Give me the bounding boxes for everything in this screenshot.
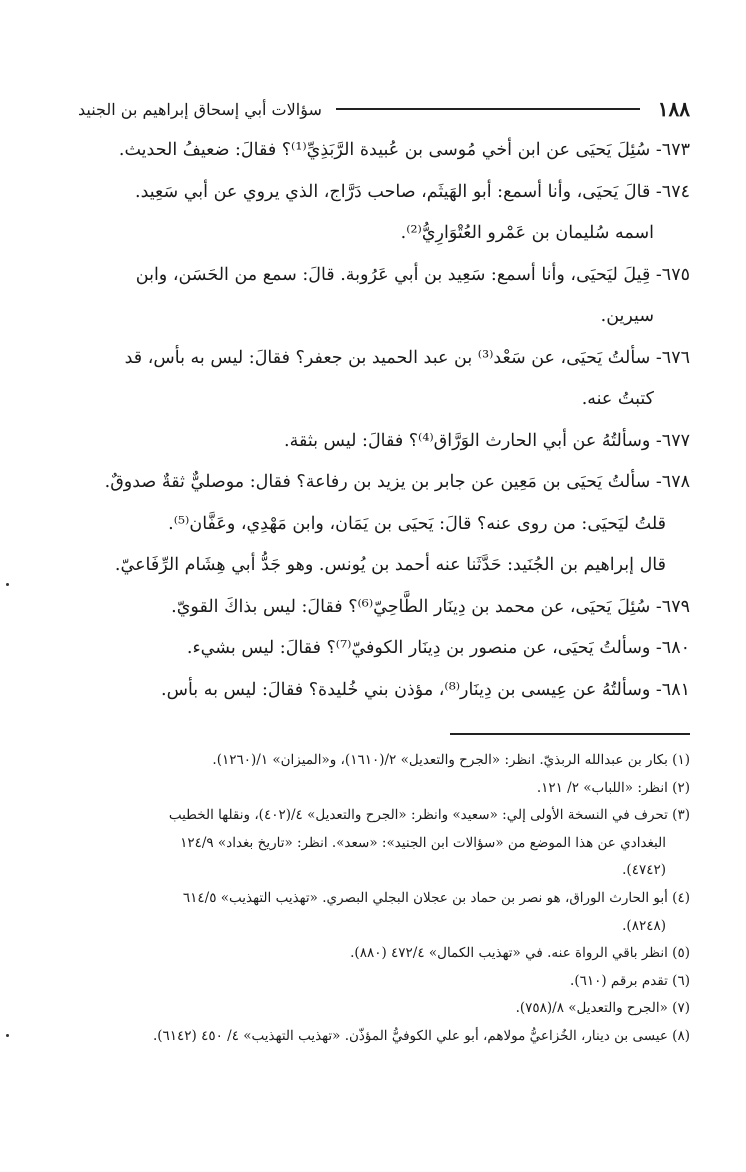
entry-675: ٦٧٥- قِيلَ ليَحيَى، وأنا أسمع: سَعِيد بن أبي عَرُوبة. قالَ: سمع من الحَسَن، وابن [135,264,690,285]
entry-678-question: قلتُ ليَحيَى: من روى عنه؟ قالَ: يَحيَى بن يَمَان، وابن مَهْدِي، وعَفَّان⁽⁵⁾. [168,513,666,534]
main-text [78,130,690,711]
entry-674-continuation: اسمه سُليمان بن عَمْرو العُتْوَارِيُّ⁽²⁾. [400,223,654,243]
footnote-7: (٧) «الجرح والتعديل» ٨/(٧٥٨). [515,1000,690,1017]
footnote-3: (٣) تحرف في النسخة الأولى إلي: «سعيد» وانظر: «الجرح والتعديل» ٤/(٤٠٢)، ونقلها الخطيب [168,807,690,824]
footnote-3-continuation-2: (٤٧٤٢). [622,862,666,879]
entry-676-continuation: كتبتُ عنه. [581,389,654,409]
footnote-separator-wrap [78,711,690,735]
footnote-3-continuation: البغدادي عن هذا الموضع من «سؤالات ابن الجنيد»: «سعد». انظر: «تاريخ بغداد» ١٢٤/٩ [180,834,666,851]
entry-675-continuation: سيرين. [600,306,654,326]
footnote-4: (٤) أبو الحارث الوراق، هو نصر بن حماد بن عجلان البجلي البصري. «تهذيب التهذيب» ٦١٤/٥ [182,889,690,906]
running-title: سؤالات أبي إسحاق إبراهيم بن الجنيد [78,99,322,119]
footnote-1: (١) بكار بن عبدالله الربذيّ. انظر: «الجرح والتعديل» ٢/(١٦١٠)، و«الميزان» ١/(١٢٦٠). [212,752,690,768]
footnote-separator [450,733,690,735]
footnote-8: (٨) عيسى بن دينار، الخُزاعيُّ مولاهم، أبو علي الكوفيُّ المؤذّن. «تهذيب التهذيب» ٤/ ٤٥٠ (٦١٤٢). [152,1027,690,1044]
entry-674: ٦٧٤- قالَ يَحيَى، وأنا أسمع: أبو الهَيثَم، صاحب دَرَّاج، الذي يروي عن أبي سَعِيد. [135,181,690,202]
entry-680: ٦٨٠- وسألتُ يَحيَى، عن منصور بن دِينَار الكوفيّ⁽⁷⁾؟ فقالَ: ليس بشيء. [186,638,690,658]
footnote-5: (٥) انظر باقي الرواة عنه. في «تهذيب الكمال» ٤٧٢/٤ (٨٨٠). [350,945,690,962]
entry-679: ٦٧٩- سُئِلَ يَحيَى، عن محمد بن دِينَار الطَّاحِيّ⁽⁶⁾؟ فقالَ: ليس بذاكَ القويّ. [171,596,690,617]
entry-681: ٦٨١- وسألتُهُ عن عِيسى بن دِينَار⁽⁸⁾، مؤذن بني خُليدة؟ فقالَ: ليس به بأس. [161,679,690,700]
running-header [78,96,690,122]
entry-678-note: قال إبراهيم بن الجُنَيد: حَدَّثَنا عنه أحمد بن يُونس. وهو جَدُّ أبي هِشَام الرِّفَاعيّ. [114,555,666,575]
footnote-4-continuation: (٨٢٤٨). [622,917,666,934]
entry-678: ٦٧٨- سألتُ يَحيَى بن مَعِين عن جابر بن يزيد بن رفاعة؟ فقال: موصليٌّ ثقةٌ صدوقٌ. [104,472,690,492]
header-rule [336,108,640,110]
scan-speck [6,583,9,586]
page-number: ١٨٨ [657,97,690,121]
footnote-2: (٢) انظر: «اللباب» ٢/ ١٢١. [536,779,690,796]
footnote-6: (٦) تقدم برقم (٦١٠). [570,972,690,989]
entry-677: ٦٧٧- وسألتُهُ عن أبي الحارث الوَرَّاق⁽⁴⁾؟ فقالَ: ليس بثقة. [284,430,690,451]
footnotes [78,747,690,1051]
entry-676: ٦٧٦- سألتُ يَحيَى، عن سَعْد⁽³⁾ بن عبد الحميد بن جعفر؟ فقالَ: ليس به بأس، قد [124,347,690,368]
entry-673: ٦٧٣- سُئِلَ يَحيَى عن ابن أخي مُوسى بن عُبيدة الرَّبَذِيِّ⁽¹⁾؟ فقالَ: ضعيفُ الحديث. [118,140,690,160]
scan-speck [6,1034,9,1037]
